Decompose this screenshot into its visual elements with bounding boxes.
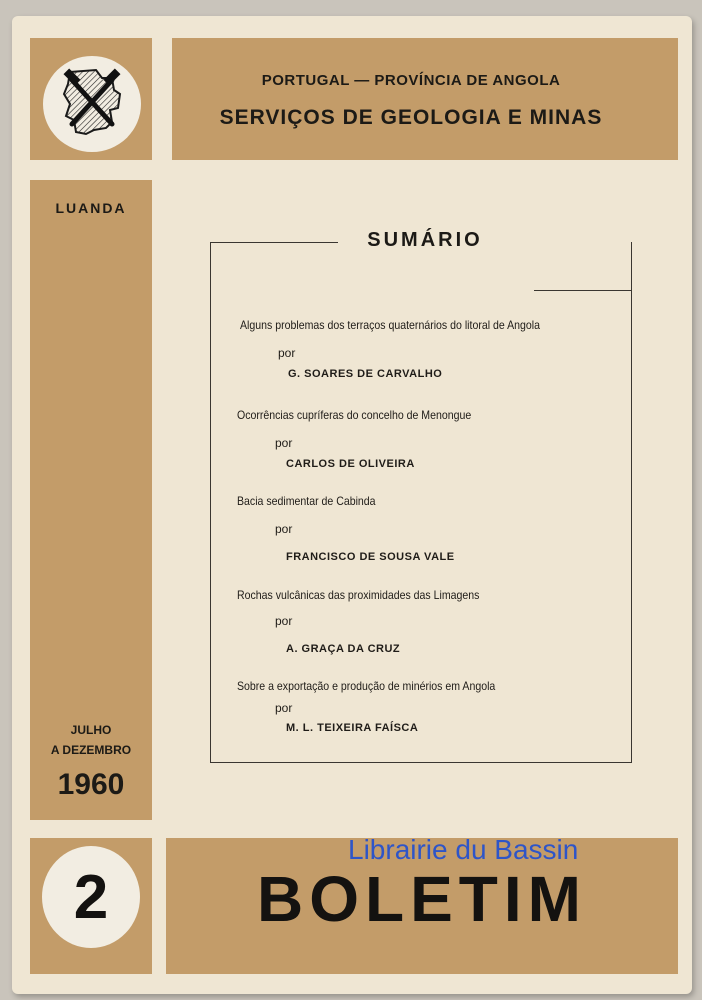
entry-por: por: [275, 614, 293, 628]
entry-author: G. SOARES DE CARVALHO: [288, 368, 443, 380]
entry-por: por: [275, 701, 293, 715]
seller-watermark: Librairie du Bassin: [348, 834, 579, 865]
angola-map-crossed-hammers-icon: [56, 64, 128, 145]
summary-title: SUMÁRIO: [367, 229, 483, 251]
period-line-1: JULHO: [70, 723, 112, 737]
entry-por: por: [275, 522, 293, 536]
sidebar-city: LUANDA: [55, 200, 127, 216]
header-province: PORTUGAL — PROVÍNCIA DE ANGOLA: [261, 72, 561, 89]
entry-author: A. GRAÇA DA CRUZ: [286, 643, 401, 655]
entry-title: Ocorrências cupríferas do concelho de Menongue: [237, 408, 472, 422]
entry-author: FRANCISCO DE SOUSA VALE: [286, 551, 455, 563]
sidebar-year: 1960: [57, 768, 125, 801]
entry-title: Bacia sedimentar de Cabinda: [237, 494, 376, 508]
entry-title: Sobre a exportação e produção de minérios em Angola: [237, 679, 496, 693]
header-institution: SERVIÇOS DE GEOLOGIA E MINAS: [219, 106, 603, 129]
entry-title: Rochas vulcânicas das proximidades das Limagens: [237, 588, 480, 602]
entry-author: M. L. TEIXEIRA FAÍSCA: [286, 722, 419, 734]
header-panel: [172, 38, 678, 160]
issue-number: 2: [73, 862, 109, 932]
summary-frame-top-left: [210, 242, 338, 243]
entry-author: CARLOS DE OLIVEIRA: [286, 458, 415, 470]
entry-por: por: [278, 346, 296, 360]
logo-badge: [43, 56, 141, 152]
summary-frame-top-right: [534, 290, 632, 291]
entry-title: Alguns problemas dos terraços quaternários do litoral de Angola: [240, 318, 540, 332]
issue-number-badge: [42, 846, 140, 948]
publication-title: BOLETIM: [257, 863, 587, 935]
sidebar-period: [30, 720, 152, 760]
period-line-2: A DEZEMBRO: [50, 743, 132, 757]
entry-por: por: [275, 436, 293, 450]
